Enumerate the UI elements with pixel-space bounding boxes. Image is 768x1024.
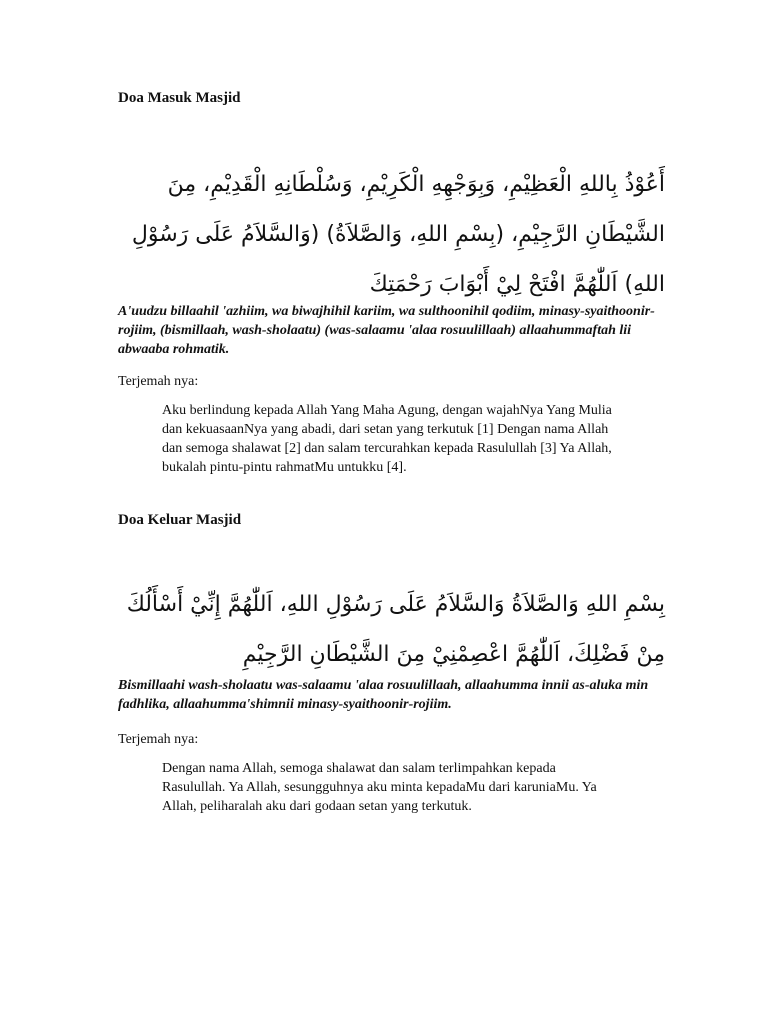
section-heading-masuk-masjid: Doa Masuk Masjid: [118, 90, 241, 106]
translation-label-masuk-masjid: Terjemah nya:: [118, 374, 199, 389]
section-heading-keluar-masjid: Doa Keluar Masjid: [118, 512, 242, 528]
translation-text-keluar-masjid: Dengan nama Allah, semoga shalawat dan salam terlimpahkan kepada Rasulullah. Ya Allah, sesungguhnya aku minta kepadaMu dari karuniaMu. Ya Allah, peliharalah aku dari godaan setan yang terkutuk.: [162, 761, 597, 814]
translation-label-keluar-masjid: Terjemah nya:: [118, 732, 199, 747]
translation-text-masuk-masjid: Aku berlindung kepada Allah Yang Maha Agung, dengan wajahNya Yang Mulia dan kekuasaanNya yang abadi, dari setan yang terkutuk [1] Dengan nama Allah dan semoga shalawat [2] dan salam tercurahkan kepada Rasulullah [3] Ya Allah, bukalah pintu-pintu rahmatMu untukku [4].: [162, 403, 612, 475]
arabic-prayer-masuk-masjid: أَعُوْذُ بِاللهِ الْعَظِيْمِ، وَبِوَجْهِهِ الْكَرِيْمِ، وَسُلْطَانِهِ الْقَدِيْمِ، مِنَ الشَّيْطَانِ الرَّجِيْمِ، (بِسْمِ اللهِ، وَالصَّلاَةُ) (وَالسَّلاَمُ عَلَى رَسُوْلِ اللهِ) اَللّٰهُمَّ افْتَحْ لِيْ أَبْوَابَ رَحْمَتِكَ: [131, 172, 665, 297]
arabic-prayer-keluar-masjid: بِسْمِ اللهِ وَالصَّلاَةُ وَالسَّلاَمُ عَلَى رَسُوْلِ اللهِ، اَللّٰهُمَّ إِنِّيْ أَسْأَلُكَ مِنْ فَضْلِكَ، اَللّٰهُمَّ اعْصِمْنِيْ مِنَ الشَّيْطَانِ الرَّجِيْمِ: [126, 592, 665, 667]
transliteration-keluar-masjid: Bismillaahi wash-sholaatu was-salaamu 'alaa rosuulillaah, allaahumma innii as-aluka min fadhlika, allaahumma'shimnii minasy-syaithoonir-rojiim.: [118, 678, 649, 712]
transliteration-masuk-masjid: A'uudzu billaahil 'azhiim, wa biwajhihil kariim, wa sulthoonihil qodiim, minasy-syaithoonir-rojiim, (bismillaah, wash-sholaatu) (was-salaamu 'alaa rosuulillaah) allaahummaftah lii abwaaba rohmatik.: [118, 304, 655, 357]
